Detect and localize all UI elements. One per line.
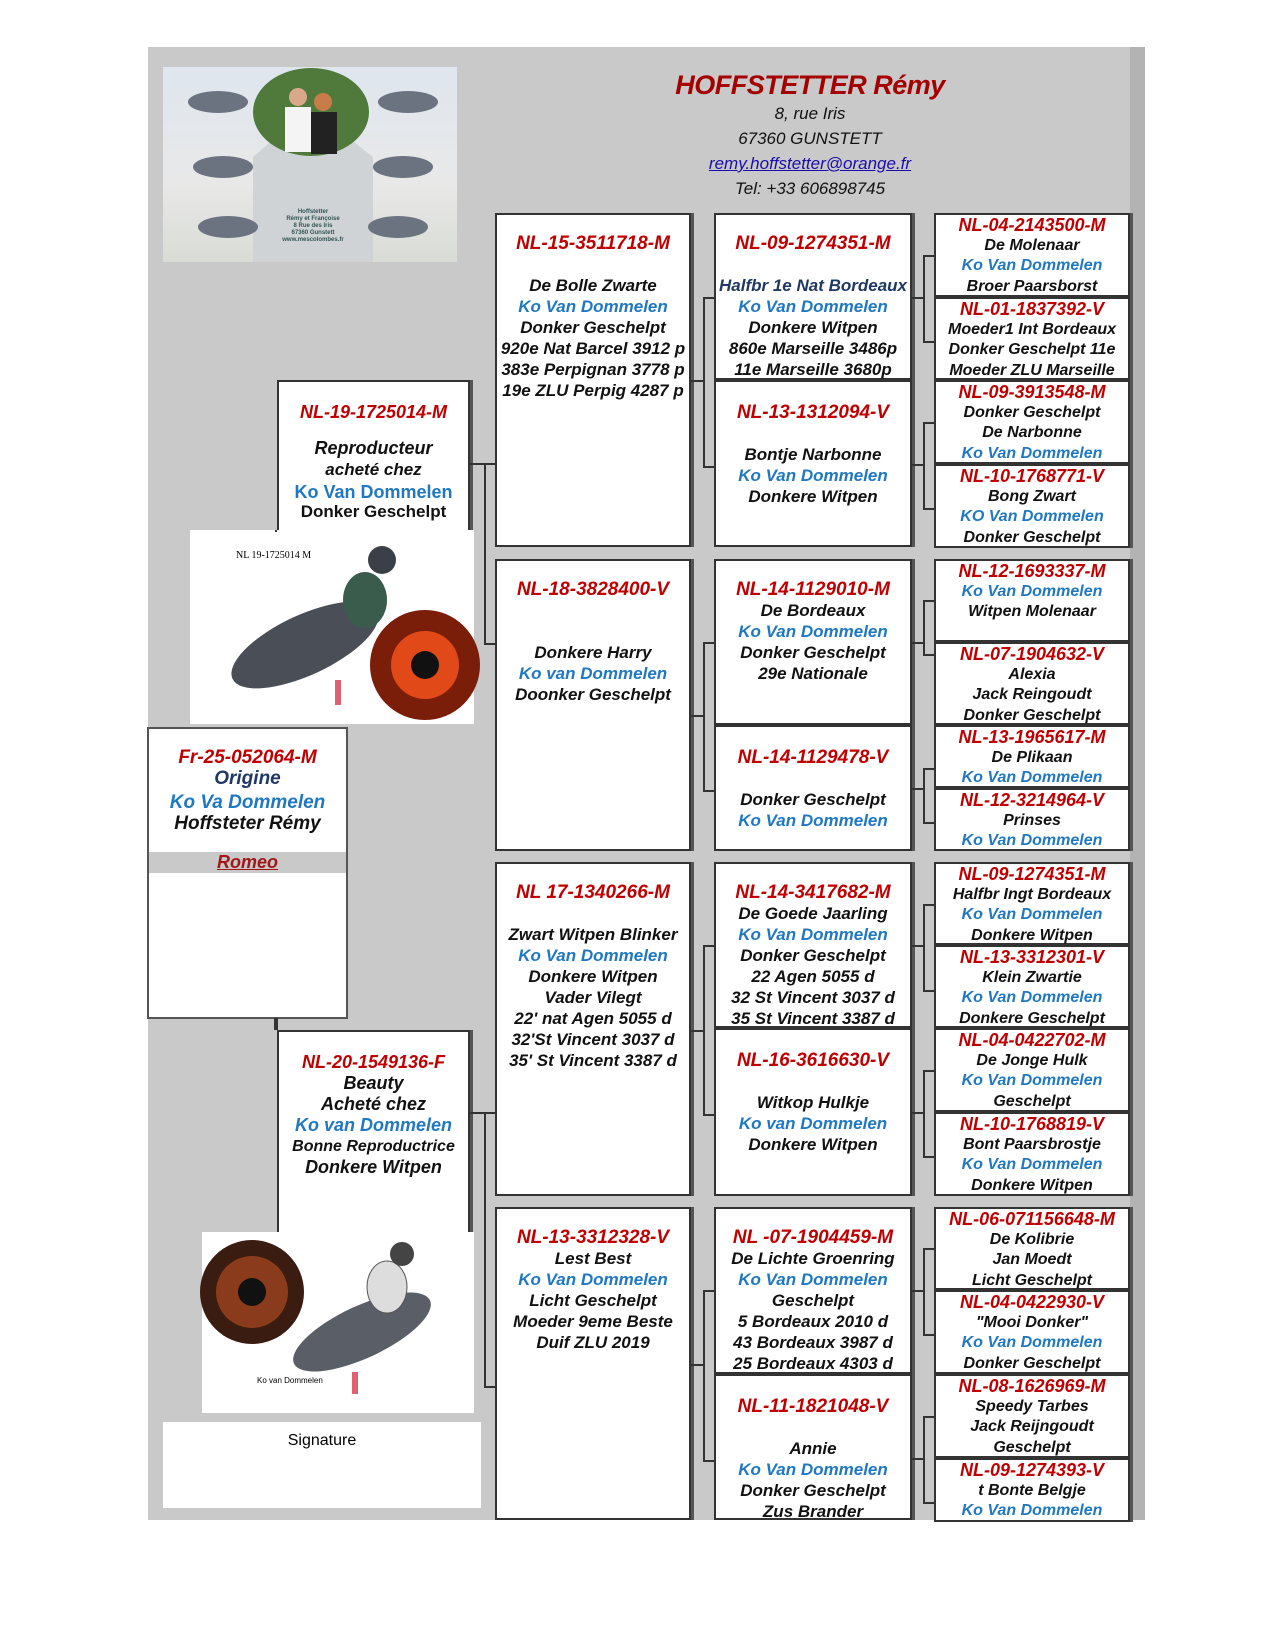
ancestor-detail: Halfbr Ingt Bordeaux <box>952 885 1112 903</box>
ancestor-detail: Ko Van Dommelen <box>961 769 1103 786</box>
ring-number: NL-04-2143500-M <box>958 215 1106 235</box>
gen5-ancestor-card <box>934 297 1130 380</box>
ancestor-detail: Bong Zwart <box>988 487 1076 505</box>
ancestor-detail: Donkere Witpen <box>748 487 878 506</box>
connector-bracket <box>923 422 935 510</box>
gen3-ancestor-card <box>495 1207 691 1520</box>
ancestor-detail <box>497 254 689 275</box>
ancestor-detail: Donkere Witpen <box>748 1135 878 1154</box>
ancestor-detail: De Bolle Zwarte <box>529 276 657 295</box>
connector-bracket <box>923 1070 935 1158</box>
banner-text <box>273 209 353 244</box>
gen5-ancestor-card <box>934 1458 1130 1522</box>
banner-line: 67360 Gunstett <box>291 230 335 236</box>
gen4-ancestor-card <box>714 725 912 851</box>
gen4-ancestor-card <box>714 559 912 725</box>
ancestor-detail: Moeder 9eme Beste <box>513 1312 673 1331</box>
ancestor-detail: Donkere Geschelpt <box>959 1009 1105 1027</box>
ring-number: NL-13-1312094-V <box>736 402 890 423</box>
ancestor-detail: Ko Van Dommelen <box>518 946 668 965</box>
gen4-ancestor-card <box>714 862 912 1028</box>
ancestor-detail: Ko Van Dommelen <box>961 1502 1103 1519</box>
breeder-phone: Tel: +33 606898745 <box>734 179 886 198</box>
subject-line: Origine <box>214 768 281 789</box>
ancestor-detail: Annie <box>789 1439 837 1458</box>
subject-line: Ko Va Dommelen <box>169 792 326 813</box>
ancestor-detail: Donker Geschelpt <box>963 403 1101 421</box>
connector-line <box>912 464 923 466</box>
gen5-ancestor-card <box>934 862 1130 945</box>
dam-photo-caption: Ko van Dommelen <box>257 1376 323 1385</box>
connector-line <box>912 1458 923 1460</box>
subject-line: Hoffsteter Rémy <box>174 813 321 834</box>
ancestor-detail: Geschelpt <box>993 1092 1071 1110</box>
gen5-ancestor-card <box>934 642 1130 725</box>
gen5-ancestor-card <box>934 559 1130 642</box>
sire-line: Donker Geschelpt <box>300 502 447 521</box>
ancestor-detail: Donkere Witpen <box>971 1176 1093 1194</box>
ancestor-detail: Donkere Harry <box>534 643 652 662</box>
banner-line: Hoffstetter <box>297 209 329 215</box>
breeder-street: 8, rue Iris <box>774 104 846 123</box>
gen5-ancestor-card <box>934 1207 1130 1290</box>
ancestor-detail: Donker Geschelpt <box>740 790 886 809</box>
ancestor-detail: Ko Van Dommelen <box>961 906 1103 923</box>
connector-line <box>912 945 923 947</box>
dam-line: Donkere Witpen <box>305 1157 442 1177</box>
ring-number: NL-01-1837392-V <box>959 299 1105 319</box>
ring-number: NL-12-1693337-M <box>958 561 1106 581</box>
ancestor-detail: Donkere Witpen <box>748 318 878 337</box>
banner-line: Rémy et Françoise <box>286 216 340 222</box>
ancestor-detail: De Narbonne <box>982 424 1082 441</box>
sire-card <box>277 380 470 532</box>
breeder-city: 67360 GUNSTETT <box>738 129 882 148</box>
page-edge-bar <box>1130 47 1145 1520</box>
connector-bracket <box>923 1248 935 1336</box>
ring-number: NL-09-1274351-M <box>735 233 891 254</box>
ancestor-detail: De Goede Jaarling <box>738 904 888 923</box>
gen4-ancestor-card <box>714 213 912 380</box>
ancestor-detail: Geschelpt <box>993 1438 1071 1456</box>
connector-bracket <box>923 904 935 992</box>
ancestor-detail: Ko Van Dommelen <box>738 811 888 830</box>
connector-line <box>912 788 923 790</box>
ancestor-detail: Jack Reijngoudt <box>970 1418 1094 1435</box>
ring-number: NL-07-1904632-V <box>959 644 1105 664</box>
ancestor-detail: Moeder1 Int Bordeaux <box>947 320 1117 338</box>
ancestor-detail: Ko van Dommelen <box>518 664 668 683</box>
gen5-ancestor-card <box>934 1028 1130 1112</box>
ancestor-detail: Zwart Witpen Blinker <box>508 925 678 944</box>
connector-line <box>912 1112 923 1114</box>
ancestor-detail: 22 Agen 5055 d <box>751 967 875 986</box>
connector-line <box>470 1112 485 1114</box>
ring-number: NL-14-1129010-M <box>736 579 890 600</box>
sire-line: Ko Van Dommelen <box>294 482 453 502</box>
breeder-email-link[interactable]: remy.hoffstetter@orange.fr <box>708 154 912 173</box>
ring-number: NL-16-3616630-V <box>736 1050 890 1071</box>
ring-number: NL-14-3417682-M <box>735 882 891 903</box>
ancestor-detail: Vader Vilegt <box>544 988 642 1007</box>
gen3-ancestor-card <box>495 213 691 547</box>
ancestor-detail: Ko Van Dommelen <box>961 989 1103 1006</box>
ancestor-detail: KO Van Dommelen <box>960 508 1104 525</box>
sire-line: acheté chez <box>325 460 422 479</box>
ancestor-detail <box>716 423 910 444</box>
ring-number: NL 17-1340266-M <box>516 882 670 903</box>
dam-card <box>277 1030 470 1232</box>
dam-line: Ko van Dommelen <box>294 1115 453 1135</box>
connector-line <box>912 642 923 644</box>
ancestor-detail: Duif ZLU 2019 <box>536 1333 650 1352</box>
connector-bracket <box>923 255 935 343</box>
subject-pigeon-card <box>147 727 348 1019</box>
ancestor-detail: 35 St Vincent 3387 d <box>731 1009 895 1028</box>
ring-number: NL-14-1129478-V <box>737 747 889 768</box>
ancestor-detail <box>497 600 689 621</box>
ancestor-detail: Ko Van Dommelen <box>961 1156 1103 1173</box>
breeder-name: HOFFSTETTER Rémy <box>675 70 945 100</box>
dam-line: Bonne Reproductrice <box>292 1138 455 1155</box>
gen4-ancestor-card <box>714 1207 912 1374</box>
gen5-ancestor-card <box>934 380 1130 464</box>
ancestor-detail: Ko Van Dommelen <box>961 1334 1103 1351</box>
dam-line: Beauty <box>343 1073 404 1093</box>
ancestor-detail: Ko Van Dommelen <box>738 622 888 641</box>
connector-line <box>691 1364 703 1366</box>
ring-number: NL-11-1821048-V <box>737 1396 889 1417</box>
ancestor-detail: 25 Bordeaux 4303 d <box>733 1354 893 1373</box>
connector-bracket <box>703 1290 715 1462</box>
ancestor-detail: Ko Van Dommelen <box>738 466 888 485</box>
gen5-ancestor-card <box>934 1112 1130 1196</box>
gen4-ancestor-card <box>714 380 912 547</box>
ancestor-detail <box>716 768 910 789</box>
ancestor-detail: De Bordeaux <box>760 601 866 620</box>
connector-bracket <box>923 600 935 656</box>
ancestor-detail: 29e Nationale <box>758 664 868 683</box>
ancestor-detail: 43 Bordeaux 3987 d <box>733 1333 893 1352</box>
ancestor-detail: Licht Geschelpt <box>971 1271 1093 1289</box>
ancestor-detail: Ko Van Dommelen <box>961 444 1103 462</box>
ancestor-detail: "Mooi Donker" <box>975 1313 1089 1331</box>
ancestor-detail: Donker Geschelpt <box>740 643 886 662</box>
gen5-ancestor-card <box>934 945 1130 1028</box>
ring-number: NL-12-3214964-V <box>959 790 1105 810</box>
ancestor-detail <box>716 254 910 275</box>
breeder-header <box>600 70 1020 201</box>
connector-line <box>691 380 703 382</box>
ring-number: NL -07-1904459-M <box>732 1227 894 1248</box>
ring-number: NL-10-1768819-V <box>959 1114 1105 1134</box>
ancestor-detail: Klein Zwartie <box>982 968 1082 986</box>
ancestor-detail: 11e Marseille 3680p <box>734 360 892 379</box>
ancestor-detail: De Kolibrie <box>989 1230 1075 1248</box>
ancestor-detail: Alexia <box>1008 665 1056 683</box>
ring-number: NL-15-3511718-M <box>516 233 670 254</box>
dam-line: Acheté chez <box>320 1094 427 1114</box>
signature-label: Signature <box>287 1432 357 1449</box>
ancestor-detail: Doonker Geschelpt <box>515 685 671 704</box>
connector-bracket <box>923 1416 935 1504</box>
dam-photo <box>202 1232 474 1413</box>
sire-ring-number: NL-19-1725014-M <box>299 402 448 422</box>
ancestor-detail: Lest Best <box>554 1249 632 1268</box>
ring-number: NL-13-3312328-V <box>516 1227 670 1248</box>
ring-number: NL-18-3828400-V <box>516 579 670 600</box>
gen5-ancestor-card <box>934 788 1130 851</box>
connector-bracket <box>703 297 715 468</box>
ancestor-detail: Donkere Witpen <box>528 967 658 986</box>
gen3-ancestor-card <box>495 559 691 851</box>
ring-number: NL-08-1626969-M <box>958 1376 1106 1396</box>
ring-number: NL-06-071156648-M <box>949 1209 1115 1229</box>
connector <box>275 530 277 532</box>
ancestor-detail: 22' nat Agen 5055 d <box>514 1009 672 1028</box>
banner-line: www.mescolombes.fr <box>282 237 344 243</box>
sire-line: Reproducteur <box>314 438 433 458</box>
ancestor-detail: Donker Geschelpt <box>963 706 1101 724</box>
ancestor-detail: Donker Geschelpt <box>740 1481 886 1500</box>
ancestor-detail: Ko Van Dommelen <box>738 925 888 944</box>
ancestor-detail: Ko Van Dommelen <box>961 257 1103 274</box>
ancestor-detail: Zus Brander <box>762 1502 864 1521</box>
ancestor-detail: Halfbr 1e Nat Bordeaux <box>719 276 907 295</box>
connector-bracket <box>923 768 935 824</box>
ancestor-detail: Witpen Molenaar <box>968 603 1096 620</box>
ancestor-detail: 32 St Vincent 3037 d <box>731 988 895 1007</box>
gen5-ancestor-card <box>934 213 1130 297</box>
connector-line <box>691 715 703 717</box>
ancestor-detail: 35' St Vincent 3387 d <box>509 1051 677 1070</box>
ancestor-detail: Donker Geschelpt <box>963 1354 1101 1372</box>
ancestor-detail: Broer Paarsborst <box>966 277 1098 295</box>
connector-bracket <box>703 945 715 1116</box>
ring-number: NL-09-1274351-M <box>958 864 1106 884</box>
subject-ring-number: Fr-25-052064-M <box>178 747 317 768</box>
connector-bracket <box>703 642 715 792</box>
ancestor-detail: 32'St Vincent 3037 d <box>511 1030 675 1049</box>
banner-line: 8 Rue des Iris <box>293 223 333 229</box>
ring-number: NL-10-1768771-V <box>959 466 1105 486</box>
ancestor-detail: Licht Geschelpt <box>529 1291 657 1310</box>
ancestor-detail: Ko Van Dommelen <box>961 582 1103 600</box>
ancestor-detail: Ko Van Dommelen <box>961 1072 1103 1089</box>
ancestor-detail: Jan Moedt <box>992 1251 1072 1268</box>
dam-ring-number: NL-20-1549136-F <box>301 1052 446 1072</box>
ancestor-detail: Ko Van Dommelen <box>738 297 888 316</box>
gen3-ancestor-card <box>495 862 691 1196</box>
connector-line <box>912 297 923 299</box>
ancestor-detail: Donkere Witpen <box>971 926 1093 944</box>
subject-name: Romeo <box>216 852 278 872</box>
ancestor-detail: Geschelpt <box>771 1291 855 1310</box>
ancestor-detail: De Molenaar <box>984 236 1080 254</box>
ancestor-detail: Donker Geschelpt <box>963 528 1101 546</box>
ancestor-detail: Bont Paarsbrostje <box>963 1135 1101 1153</box>
ancestor-detail: Moeder ZLU Marseille <box>949 361 1115 379</box>
ancestor-detail: Ko Van Dommelen <box>961 832 1103 849</box>
connector-bracket <box>484 463 496 645</box>
ancestor-detail: Donker Geschelpt <box>740 946 886 965</box>
ring-number: NL-13-3312301-V <box>959 947 1105 967</box>
ancestor-detail: De Jonge Hulk <box>976 1051 1088 1069</box>
ancestor-detail: Ko Van Dommelen <box>518 1270 668 1289</box>
ring-number: NL-04-0422930-V <box>959 1292 1105 1312</box>
ring-number: NL-09-3913548-M <box>958 382 1106 402</box>
gen4-ancestor-card <box>714 1374 912 1520</box>
ancestor-detail: Donker Geschelpt <box>520 318 666 337</box>
gen5-ancestor-card <box>934 1290 1130 1374</box>
ancestor-detail: Ko van Dommelen <box>738 1114 888 1133</box>
connector-line <box>691 1030 703 1032</box>
ancestor-detail: Ko Van Dommelen <box>738 1460 888 1479</box>
connector-bracket <box>484 1112 496 1388</box>
sire-photo-caption: NL 19-1725014 M <box>236 550 312 561</box>
sire-photo <box>190 530 474 724</box>
ancestor-detail: 920e Nat Barcel 3912 p <box>500 339 686 358</box>
connector-line <box>470 463 485 465</box>
ancestor-detail: Prinses <box>1003 811 1061 829</box>
ancestor-detail: 860e Marseille 3486p <box>728 339 898 358</box>
connector-line <box>912 1290 923 1292</box>
ancestor-detail: 383e Perpignan 3778 p <box>501 360 685 379</box>
ancestor-detail: Jack Reingoudt <box>972 686 1092 703</box>
ancestor-detail <box>716 1417 910 1438</box>
ancestor-detail: Bontje Narbonne <box>744 445 882 464</box>
ring-number: NL-04-0422702-M <box>958 1030 1106 1050</box>
ancestor-detail: t Bonte Belgje <box>978 1481 1086 1499</box>
ancestor-detail: 19e ZLU Perpig 4287 p <box>502 381 684 400</box>
ancestor-detail: De Plikaan <box>991 748 1073 766</box>
connector <box>274 1018 278 1030</box>
ancestor-detail: Witkop Hulkje <box>756 1093 870 1112</box>
ancestor-detail <box>497 903 689 924</box>
ancestor-detail: Ko Van Dommelen <box>518 297 668 316</box>
loft-banner-image <box>163 67 457 262</box>
ancestor-detail: Ko Van Dommelen <box>738 1270 888 1289</box>
gen5-ancestor-card <box>934 725 1130 788</box>
ancestor-detail: Donker Geschelpt 11e <box>948 341 1116 358</box>
ancestor-detail <box>497 621 689 642</box>
signature-box <box>163 1422 481 1508</box>
ancestor-detail: Speedy Tarbes <box>975 1397 1089 1415</box>
gen5-ancestor-card <box>934 464 1130 548</box>
ring-number: NL-09-1274393-V <box>959 1460 1105 1480</box>
ancestor-detail: 5 Bordeaux 2010 d <box>737 1312 889 1331</box>
ancestor-detail: De Lichte Groenring <box>731 1249 895 1268</box>
gen5-ancestor-card <box>934 1374 1130 1458</box>
ancestor-detail <box>716 1071 910 1092</box>
gen4-ancestor-card <box>714 1028 912 1196</box>
ring-number: NL-13-1965617-M <box>958 727 1106 747</box>
